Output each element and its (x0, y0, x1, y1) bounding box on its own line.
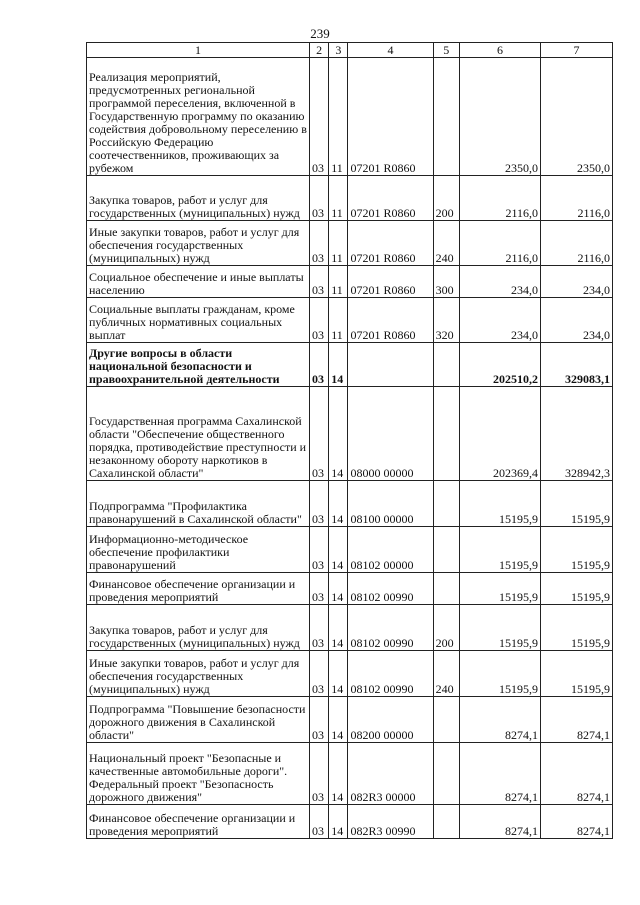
expense-type-cell (433, 805, 459, 839)
target-article-cell: 082R3 00000 (348, 743, 433, 805)
subsection-code-cell: 14 (329, 481, 348, 527)
description-cell: Закупка товаров, работ и услуг для государственных (муниципальных) нужд (87, 605, 310, 651)
table-row (87, 387, 613, 481)
expense-type-cell (433, 387, 459, 481)
amount-year2-cell: 15195,9 (541, 481, 613, 527)
section-code-cell: 03 (309, 651, 328, 697)
amount-year2-cell: 8274,1 (541, 743, 613, 805)
table-row (87, 605, 613, 651)
expense-type-cell: 200 (433, 605, 459, 651)
target-article-cell: 07201 R0860 (348, 58, 433, 176)
amount-year1-cell: 2116,0 (459, 176, 540, 221)
subsection-code-cell: 11 (329, 176, 348, 221)
section-code-cell: 03 (309, 481, 328, 527)
amount-year2-cell: 328942,3 (541, 387, 613, 481)
target-article-cell: 08000 00000 (348, 387, 433, 481)
amount-year1-cell: 15195,9 (459, 605, 540, 651)
subsection-code-cell: 11 (329, 266, 348, 298)
amount-year1-cell: 15195,9 (459, 481, 540, 527)
section-code-cell: 03 (309, 387, 328, 481)
target-article-cell: 08100 00000 (348, 481, 433, 527)
amount-year1-cell: 202369,4 (459, 387, 540, 481)
description-cell: Информационно-методическое обеспечение профилактики правонарушений (87, 527, 310, 573)
header-cell: 7 (541, 43, 613, 58)
header-row (87, 43, 613, 58)
page-number: 239 (310, 26, 330, 41)
section-code-cell: 03 (309, 697, 328, 743)
table-row (87, 221, 613, 266)
expense-type-cell (433, 527, 459, 573)
table-row (87, 481, 613, 527)
subsection-code-cell: 14 (329, 697, 348, 743)
expense-type-cell (433, 343, 459, 387)
table-row (87, 266, 613, 298)
description-cell: Подпрограмма "Повышение безопасности дорожного движения в Сахалинской области" (87, 697, 310, 743)
subsection-code-cell: 11 (329, 221, 348, 266)
table-row (87, 651, 613, 697)
section-code-cell: 03 (309, 573, 328, 605)
section-code-cell: 03 (309, 527, 328, 573)
expense-type-cell (433, 697, 459, 743)
header-cell: 4 (348, 43, 433, 58)
amount-year1-cell: 202510,2 (459, 343, 540, 387)
subsection-code-cell: 14 (329, 651, 348, 697)
target-article-cell: 07201 R0860 (348, 266, 433, 298)
description-cell: Иные закупки товаров, работ и услуг для обеспечения государственных (муниципальных) нужд (87, 221, 310, 266)
amount-year2-cell: 8274,1 (541, 805, 613, 839)
amount-year1-cell: 15195,9 (459, 573, 540, 605)
subsection-code-cell: 11 (329, 298, 348, 343)
amount-year2-cell: 2116,0 (541, 176, 613, 221)
expense-type-cell: 240 (433, 221, 459, 266)
description-cell: Финансовое обеспечение организации и проведения мероприятий (87, 573, 310, 605)
target-article-cell: 07201 R0860 (348, 176, 433, 221)
amount-year1-cell: 234,0 (459, 298, 540, 343)
description-cell: Национальный проект "Безопасные и качественные автомобильные дороги". Федеральный проект "Безопасность дорожного движения" (87, 743, 310, 805)
amount-year1-cell: 234,0 (459, 266, 540, 298)
subsection-code-cell: 14 (329, 605, 348, 651)
header-cell: 1 (87, 43, 310, 58)
amount-year1-cell: 2350,0 (459, 58, 540, 176)
section-code-cell: 03 (309, 58, 328, 176)
expense-type-cell: 300 (433, 266, 459, 298)
amount-year1-cell: 8274,1 (459, 743, 540, 805)
table-row (87, 743, 613, 805)
table-row (87, 343, 613, 387)
table-row (87, 58, 613, 176)
subsection-code-cell: 14 (329, 387, 348, 481)
subsection-code-cell: 14 (329, 343, 348, 387)
table-row (87, 805, 613, 839)
expense-type-cell: 320 (433, 298, 459, 343)
section-code-cell: 03 (309, 805, 328, 839)
expense-type-cell (433, 743, 459, 805)
table-row (87, 573, 613, 605)
amount-year1-cell: 2116,0 (459, 221, 540, 266)
amount-year2-cell: 15195,9 (541, 651, 613, 697)
section-code-cell: 03 (309, 266, 328, 298)
description-cell: Социальные выплаты гражданам, кроме публичных нормативных социальных выплат (87, 298, 310, 343)
section-code-cell: 03 (309, 743, 328, 805)
header-cell: 2 (309, 43, 328, 58)
expense-type-cell (433, 481, 459, 527)
table-row (87, 697, 613, 743)
expense-type-cell (433, 58, 459, 176)
amount-year2-cell: 234,0 (541, 266, 613, 298)
table-row (87, 176, 613, 221)
amount-year2-cell: 15195,9 (541, 605, 613, 651)
subsection-code-cell: 14 (329, 805, 348, 839)
target-article-cell: 08102 00990 (348, 605, 433, 651)
description-cell: Закупка товаров, работ и услуг для государственных (муниципальных) нужд (87, 176, 310, 221)
description-cell: Другие вопросы в области национальной безопасности и правоохранительной деятельности (87, 343, 310, 387)
header-cell: 6 (459, 43, 540, 58)
header-cell: 3 (329, 43, 348, 58)
amount-year2-cell: 8274,1 (541, 697, 613, 743)
amount-year1-cell: 15195,9 (459, 651, 540, 697)
amount-year2-cell: 15195,9 (541, 527, 613, 573)
table-row (87, 527, 613, 573)
amount-year1-cell: 15195,9 (459, 527, 540, 573)
target-article-cell: 07201 R0860 (348, 221, 433, 266)
target-article-cell: 08102 00990 (348, 573, 433, 605)
subsection-code-cell: 14 (329, 743, 348, 805)
amount-year1-cell: 8274,1 (459, 805, 540, 839)
target-article-cell (348, 343, 433, 387)
description-cell: Финансовое обеспечение организации и проведения мероприятий (87, 805, 310, 839)
section-code-cell: 03 (309, 221, 328, 266)
amount-year2-cell: 2116,0 (541, 221, 613, 266)
section-code-cell: 03 (309, 343, 328, 387)
amount-year2-cell: 234,0 (541, 298, 613, 343)
description-cell: Государственная программа Сахалинской области "Обеспечение общественного порядка, противодействие преступности и незаконному обороту наркотиков в Сахалинской области" (87, 387, 310, 481)
description-cell: Иные закупки товаров, работ и услуг для обеспечения государственных (муниципальных) нужд (87, 651, 310, 697)
target-article-cell: 08102 00990 (348, 651, 433, 697)
subsection-code-cell: 14 (329, 573, 348, 605)
header-cell: 5 (433, 43, 459, 58)
description-cell: Подпрограмма "Профилактика правонарушений в Сахалинской области" (87, 481, 310, 527)
amount-year2-cell: 2350,0 (541, 58, 613, 176)
expense-type-cell: 240 (433, 651, 459, 697)
target-article-cell: 08200 00000 (348, 697, 433, 743)
description-cell: Реализация мероприятий, предусмотренных региональной программой переселения, включенной в Государственную программу по оказанию содействия добровольному переселению в Российскую Федерацию соотечественников, проживающих за рубежом (87, 58, 310, 176)
section-code-cell: 03 (309, 605, 328, 651)
table-row (87, 298, 613, 343)
amount-year1-cell: 8274,1 (459, 697, 540, 743)
amount-year2-cell: 329083,1 (541, 343, 613, 387)
target-article-cell: 082R3 00990 (348, 805, 433, 839)
section-code-cell: 03 (309, 298, 328, 343)
amount-year2-cell: 15195,9 (541, 573, 613, 605)
budget-table (86, 42, 613, 839)
expense-type-cell: 200 (433, 176, 459, 221)
expense-type-cell (433, 573, 459, 605)
subsection-code-cell: 11 (329, 58, 348, 176)
target-article-cell: 08102 00000 (348, 527, 433, 573)
description-cell: Социальное обеспечение и иные выплаты населению (87, 266, 310, 298)
subsection-code-cell: 14 (329, 527, 348, 573)
target-article-cell: 07201 R0860 (348, 298, 433, 343)
section-code-cell: 03 (309, 176, 328, 221)
